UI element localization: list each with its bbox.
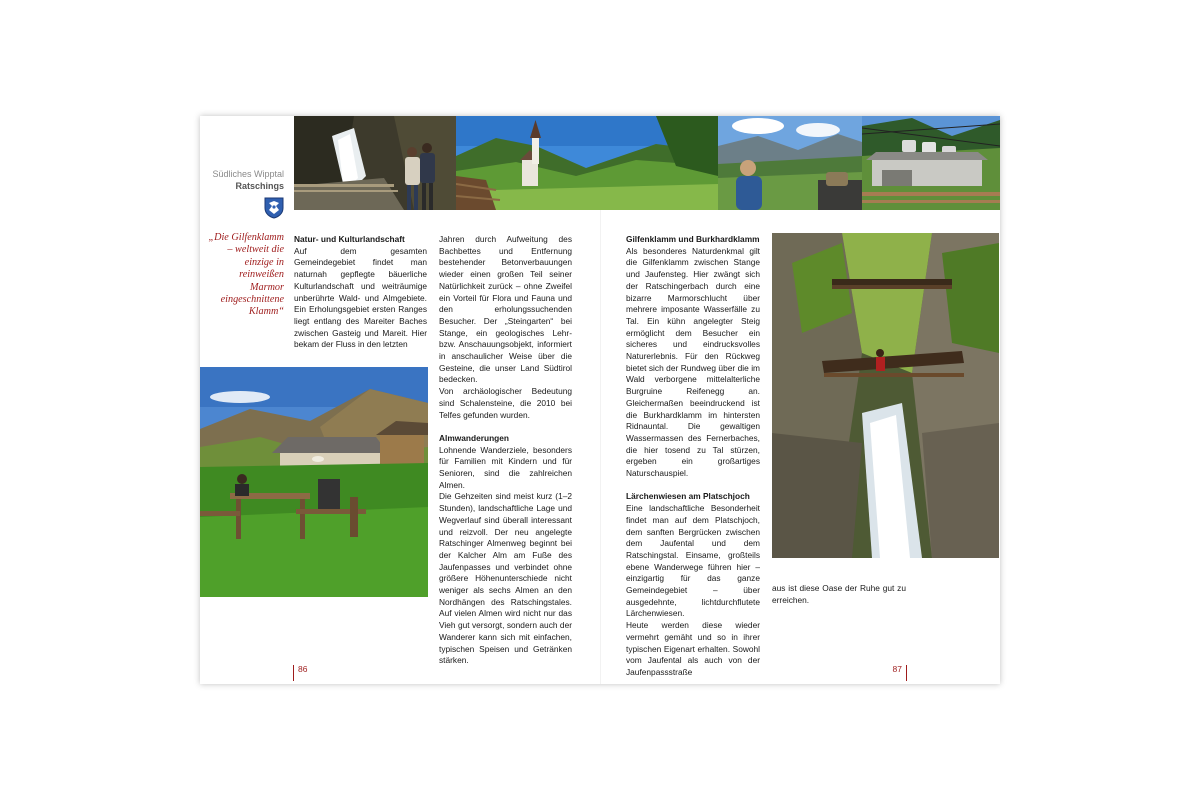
- heading-natur: Natur- und Kulturlandschaft: [294, 234, 405, 244]
- photo-waterfall-hikers: [294, 116, 456, 210]
- text-natur: Auf dem gesamten Gemeindegebiet findet man naturnah gepflegte bäuerliche Kulturlandschaft und weiträumige unberührte Wald- und Almgebiete. Ein Erholungsgebiet ersten Ranges liegt entlang des Mareiter Baches zwischen Gasteig und Mareit. Hier bekam der Fluss in den letzten: [294, 245, 427, 350]
- page-number-left: 86: [298, 664, 308, 674]
- column-3: [626, 234, 760, 679]
- heading-gilfenklamm: Gilfenklamm und Burkhardklamm: [626, 234, 760, 244]
- heading-laerchenwiesen: Lärchenwiesen am Platschjoch: [626, 491, 750, 502]
- photo-mountain-view-hikers: [718, 116, 862, 210]
- heading-alm: Almwanderungen: [439, 432, 510, 443]
- page-number-bar-left: [293, 665, 294, 681]
- region-header: [212, 168, 284, 192]
- photo-church-valley: [456, 116, 718, 210]
- text-gilfenklamm: Als besonderes Naturdenkmal gilt die Gilfenklamm zwischen Stange und Jaufensteg. Hier zwängt sich der Ratschingerbach durch eine bizarre Marmorschlucht über mehrere imposante Wasserfälle zu Tal. Ein kühn angelegter Steig ermöglicht dem Besucher ein sicheres und eindrucksvolles Naturerlebnis. Für den Rückweg bietet sich der Rundweg über die im Wald verborgene mittelalterliche Burgruine Reifenegg an. Gleichermaßen beeindruckend ist die Burkhardklamm im hintersten Ridnauntal. Die gewaltigen Wassermassen des Fernerbaches, die hier tosend zu Tal stürzen, ergeben ein großartiges Naturschauspiel.: [626, 245, 760, 479]
- photo-alpine-hut: [200, 367, 428, 597]
- photo-gorge-bridge: [772, 233, 999, 558]
- municipality-name: Ratschings: [235, 181, 284, 191]
- photo-gondola-station: [862, 116, 1000, 210]
- text-laerchenwiesen-2: Heute werden diese wieder vermehrt gemäht und so in ihrer typischen Eigenart erhalten. Sowohl vom Jaufental als auch von der Jaufenpassstraße: [626, 620, 760, 677]
- text-laerchenwiesen: Eine landschaftliche Besonderheit findet man auf dem Platschjoch, dem sanften Bergrücken zwischen dem Jaufental und dem Ratschingstal. Einsame, großteils ebene Wanderwege führen hier – einzigartig für das ganze Gemeindegebiet – über ausgedehnte, lichtdurchflutete Lärchenwiesen.: [626, 503, 760, 619]
- pull-quote: „Die Gilfenklamm – weltweit die einzige in reinweißen Marmor eingeschnittene Klamm“: [208, 232, 284, 318]
- column-2: [439, 234, 572, 667]
- column-4: [772, 583, 906, 606]
- brochure-spread: [200, 116, 1000, 684]
- text-archaeology: Von archäologischer Bedeutung sind Schalensteine, die 2010 bei Telfes gefunden wurden.: [439, 386, 572, 420]
- page-number-bar-right: [906, 665, 907, 681]
- coat-of-arms-icon: [264, 197, 284, 219]
- text-natur-continued: Jahren durch Aufweitung des Bachbettes und Entfernung bestehender Betonverbauungen wieder einen großen Teil seiner Natürlichkeit zurück – ohne Zweifel ein Vorteil für Flora und Fauna und den erholungssuchenden Besucher. Der „Steingarten“ bei Stange, ein geologisches Lehr- bzw. Anschauungsobjekt, informiert in anschaulicher Weise über die Gesteine, die unser Land Südtirol bedecken.: [439, 234, 572, 385]
- text-laerchenwiesen-3: aus ist diese Oase der Ruhe gut zu erreichen.: [772, 583, 906, 605]
- text-alm: Lohnende Wanderziele, besonders für Familien mit Kindern und für Senioren, sind die zahlreichen Almen.: [439, 444, 572, 490]
- column-1: [294, 234, 427, 351]
- region-name: Südliches Wipptal: [212, 169, 284, 179]
- page-number-right: 87: [892, 664, 902, 674]
- text-alm-2: Die Gehzeiten sind meist kurz (1–2 Stunden), landschaftliche Lage und Wegverlauf sind überall interessant und reizvoll. Der neu angelegte Ratschinger Almenweg beginnt bei der Kalcher Alm am Fuße des Jaufenpasses und verbindet ohne größere Höhenunterschiede nicht weniger als sechs Almen an den Nordhängen des Ratschingstales. Auf vielen Almen wird nicht nur das Vieh gut versorgt, sondern auch der Wanderer kann sich mit einfachen, typischen Speisen und Getränken stärken.: [439, 491, 572, 666]
